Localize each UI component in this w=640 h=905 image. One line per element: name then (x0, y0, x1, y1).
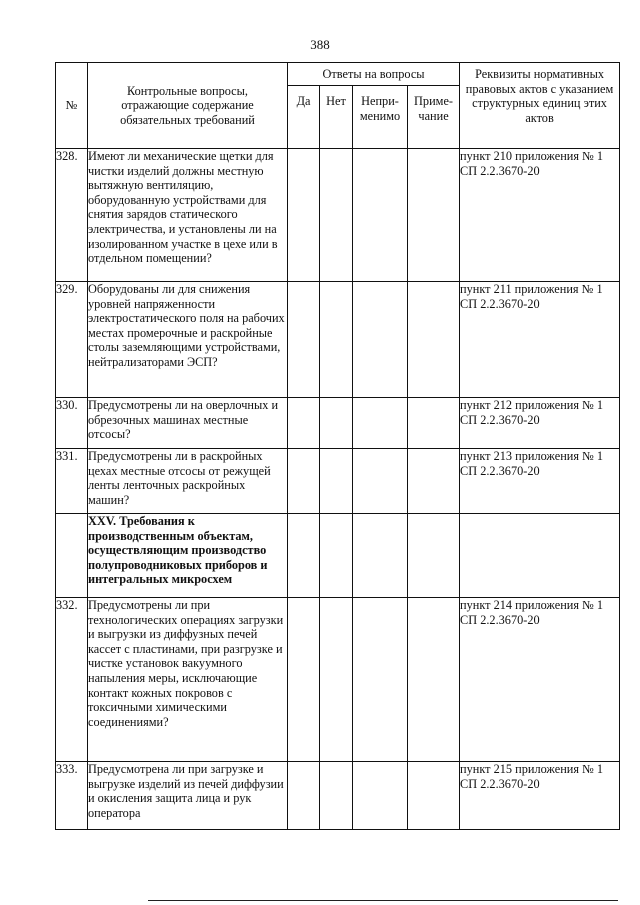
row-number: 330. (56, 398, 88, 449)
answer-yes-cell (288, 514, 320, 598)
row-question: Оборудованы ли для снижения уровней напряженности электростатического поля на рабочих местах промерочные и раскройные столы заземляющими устройствами, нейтрализаторами ЭСП? (88, 282, 288, 398)
row-requisite: пункт 213 приложения № 1 СП 2.2.3670-20 (460, 449, 620, 514)
answer-not-applicable-cell (353, 514, 408, 598)
table-row (56, 762, 620, 830)
row-requisite (460, 514, 620, 598)
table-row (56, 598, 620, 762)
answer-no-cell[interactable] (320, 398, 353, 449)
answer-no-cell[interactable] (320, 762, 353, 830)
answer-not-applicable-cell[interactable] (353, 149, 408, 282)
header-yes: Да (288, 86, 320, 149)
row-requisite: пункт 214 приложения № 1 СП 2.2.3670-20 (460, 598, 620, 762)
row-question: Предусмотрены ли при технологических операциях загрузки и выгрузки из диффузных печей кассет с пластинами, при разгрузке и чистке установок вакуумного напыления меры, исключающие контакт кожных покровов с токсичными химическими соединениями? (88, 598, 288, 762)
row-requisite: пункт 212 приложения № 1 СП 2.2.3670-20 (460, 398, 620, 449)
answer-no-cell[interactable] (320, 149, 353, 282)
section-title: XXV. Требования к производственным объектам, осуществляющим производство полупроводниковых приборов и интегральных микросхем (88, 514, 288, 598)
table-row (56, 398, 620, 449)
row-number: 331. (56, 449, 88, 514)
header-not-applicable: Непри- менимо (353, 86, 408, 149)
page-number: 388 (310, 37, 330, 52)
section-row (56, 514, 620, 598)
answer-not-applicable-cell[interactable] (353, 762, 408, 830)
row-requisite: пункт 210 приложения № 1 СП 2.2.3670-20 (460, 149, 620, 282)
row-requisite: пункт 215 приложения № 1 СП 2.2.3670-20 (460, 762, 620, 830)
answer-not-applicable-cell[interactable] (353, 598, 408, 762)
answer-yes-cell[interactable] (288, 762, 320, 830)
row-requisite: пункт 211 приложения № 1 СП 2.2.3670-20 (460, 282, 620, 398)
header-answers-group: Ответы на вопросы (288, 63, 460, 86)
answer-note-cell[interactable] (408, 149, 460, 282)
answer-note-cell[interactable] (408, 398, 460, 449)
answer-note-cell[interactable] (408, 762, 460, 830)
answer-note-cell (408, 514, 460, 598)
checklist-table (55, 62, 620, 830)
page-bottom-rule (148, 900, 618, 901)
row-question: Предусмотрена ли при загрузке и выгрузке изделий из печей диффузии и окисления защита лица и рук оператора (88, 762, 288, 830)
row-question: Предусмотрены ли на оверлочных и обрезочных машинах местные отсосы? (88, 398, 288, 449)
answer-no-cell (320, 514, 353, 598)
row-number: 329. (56, 282, 88, 398)
answer-not-applicable-cell[interactable] (353, 282, 408, 398)
table-row (56, 282, 620, 398)
header-num: № (56, 63, 88, 149)
answer-note-cell[interactable] (408, 282, 460, 398)
header-requisites: Реквизиты нормативных правовых актов с указанием структурных единиц этих актов (460, 63, 620, 149)
header-note: Приме- чание (408, 86, 460, 149)
answer-yes-cell[interactable] (288, 282, 320, 398)
table-row (56, 449, 620, 514)
answer-no-cell[interactable] (320, 282, 353, 398)
row-number: 328. (56, 149, 88, 282)
table-row (56, 149, 620, 282)
answer-yes-cell[interactable] (288, 398, 320, 449)
answer-note-cell[interactable] (408, 598, 460, 762)
answer-note-cell[interactable] (408, 449, 460, 514)
row-number (56, 514, 88, 598)
header-no: Нет (320, 86, 353, 149)
answer-no-cell[interactable] (320, 598, 353, 762)
row-number: 332. (56, 598, 88, 762)
header-question: Контрольные вопросы, отражающие содержание обязательных требований (88, 63, 288, 149)
row-question: Имеют ли механические щетки для чистки изделий должны местную вытяжную вентиляцию, оборудованную устройствами для снятия зарядов статического электричества, и установлены ли на изолированном участке в цехе или в отдельном помещении? (88, 149, 288, 282)
row-number: 333. (56, 762, 88, 830)
answer-yes-cell[interactable] (288, 598, 320, 762)
answer-yes-cell[interactable] (288, 449, 320, 514)
header-row (56, 63, 620, 86)
answer-not-applicable-cell[interactable] (353, 398, 408, 449)
answer-yes-cell[interactable] (288, 149, 320, 282)
row-question: Предусмотрены ли в раскройных цехах местные отсосы от режущей ленты ленточных раскройных машин? (88, 449, 288, 514)
answer-not-applicable-cell[interactable] (353, 449, 408, 514)
answer-no-cell[interactable] (320, 449, 353, 514)
